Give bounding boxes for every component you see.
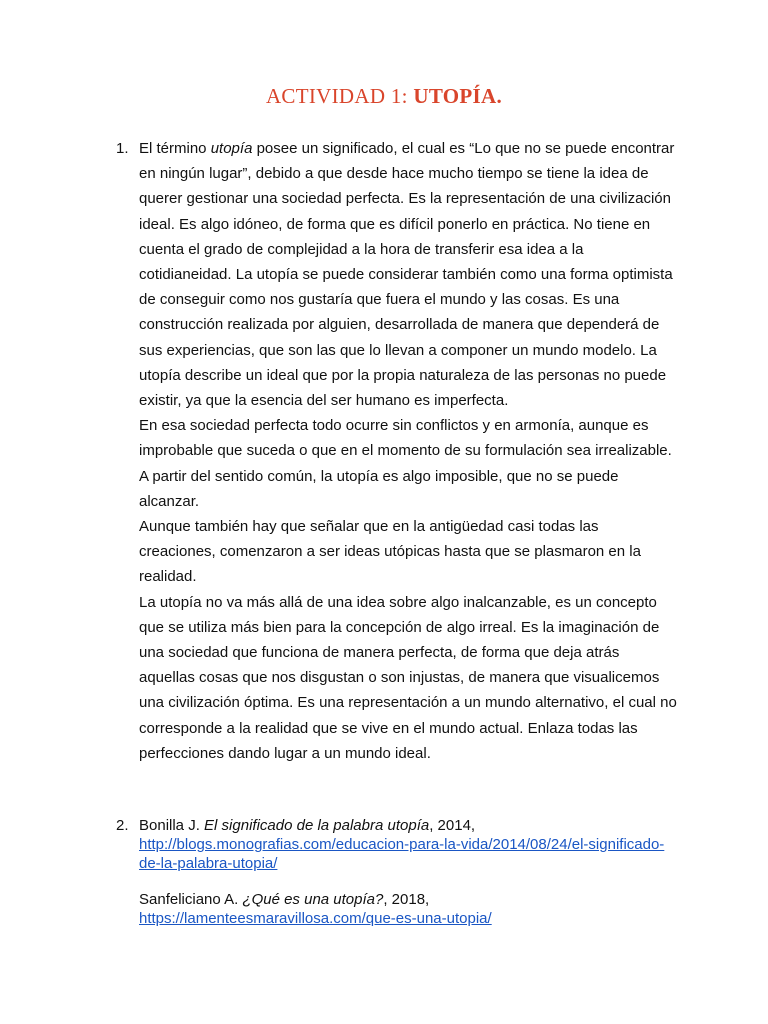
paragraph-4: La utopía no va más allá de una idea sobre algo inalcanzable, es un concepto que se utiliza más bien para la concepción de algo irreal. Es la imaginación de una sociedad que funciona de manera perfecta, de forma que deja atrás aquellas cosas que nos disgustan o son injustas, de manera que visualicemos una civilización óptima. Es una representación a un mundo alternativo, el cual no corresponde a la realidad que se vive en el mundo actual. Enlaza todas las perfecciones dando lugar a un mundo ideal.: [139, 593, 677, 762]
reference-author: Bonilla J.: [139, 817, 205, 834]
section-1-body: [139, 136, 679, 766]
paragraph-1-text-a: El término: [139, 140, 211, 157]
reference-year: , 2014,: [429, 817, 476, 834]
references-list: [139, 816, 679, 945]
reference-author: Sanfeliciano A.: [139, 891, 243, 908]
title-topic: UTOPÍA.: [413, 84, 503, 108]
paragraph-1: [139, 136, 679, 413]
page-title: [0, 84, 768, 109]
paragraph-1-text-b: posee un significado, el cual es “Lo que no se puede encontrar en ningún lugar”, debido a que desde hace mucho tiempo se tiene la idea de querer gestionar una sociedad perfecta. Es la representación de una civilización ideal. Es algo idóneo, de forma que es difícil ponerlo en práctica. No tiene en cuenta el grado de complejidad a la hora de transferir esa idea a la cotidianeidad. La utopía se puede considerar también como una forma optimista de conseguir como nos gustaría que fuera el mundo y las cosas. Es una construcción realizada por alguien, desarrollada de manera que dependerá de sus experiencias, que son las que lo llevan a componer un mundo modelo. La utopía describe un ideal que por la propia naturaleza de las personas no puede existir, ya que la esencia del ser humano es imperfecta.: [139, 140, 675, 410]
reference-year: , 2018,: [383, 891, 430, 908]
reference-item: [139, 890, 679, 928]
list-number-2: 2.: [116, 817, 129, 834]
paragraph-1-emphasis: utopía: [210, 140, 253, 157]
list-number-1: 1.: [116, 140, 129, 157]
reference-link[interactable]: http://blogs.monografias.com/educacion-para-la-vida/2014/08/24/el-significado-de-la-palabra-utopia/: [139, 836, 665, 872]
paragraph-2: En esa sociedad perfecta todo ocurre sin conflictos y en armonía, aunque es improbable que suceda o que en el momento de su formulación sea irrealizable. A partir del sentido común, la utopía es algo imposible, que no se puede alcanzar.: [139, 417, 672, 510]
reference-title: El significado de la palabra utopía: [204, 817, 430, 834]
title-prefix: ACTIVIDAD 1:: [265, 84, 414, 108]
reference-title: ¿Qué es una utopía?: [242, 891, 384, 908]
paragraph-3: Aunque también hay que señalar que en la antigüedad casi todas las creaciones, comenzaron a ser ideas utópicas hasta que se plasmaron en la realidad.: [139, 518, 641, 586]
reference-item: [139, 816, 679, 873]
reference-link[interactable]: https://lamenteesmaravillosa.com/que-es-una-utopia/: [139, 910, 492, 927]
